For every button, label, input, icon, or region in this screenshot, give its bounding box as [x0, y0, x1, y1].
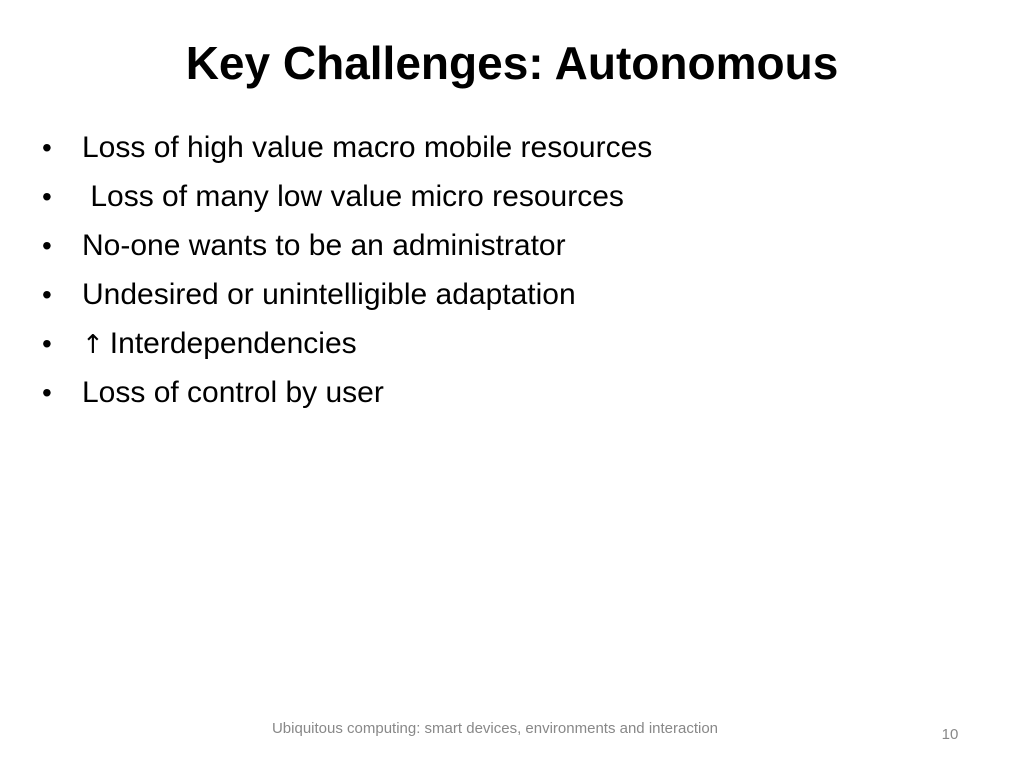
bullet-dot-icon: • [42, 230, 52, 261]
bullet-text [82, 319, 357, 370]
bullet-text-interdependencies: Interdependencies [109, 327, 357, 360]
bullet-item [42, 221, 982, 270]
bullet-item [42, 172, 982, 221]
slide-title: Key Challenges: Autonomous [185, 37, 839, 89]
bullet-dot-icon: • [42, 181, 52, 212]
bullet-text: Loss of many low value micro resources [82, 180, 624, 213]
slide-footer: Ubiquitous computing: smart devices, environments and interaction [271, 720, 719, 737]
bullet-text: Loss of control by user [82, 376, 384, 409]
bullet-text: Undesired or unintelligible adaptation [82, 278, 576, 311]
bullet-dot-icon: • [42, 328, 52, 359]
bullet-item [42, 319, 982, 368]
page-number: 10 [941, 726, 959, 743]
bullet-list [42, 123, 982, 417]
bullet-item [42, 123, 982, 172]
bullet-dot-icon: • [42, 377, 52, 408]
bullet-item [42, 368, 982, 417]
bullet-text: Loss of high value macro mobile resources [82, 131, 653, 164]
bullet-item [42, 270, 982, 319]
bullet-text: No-one wants to be an administrator [82, 229, 566, 262]
bullet-dot-icon: • [42, 279, 52, 310]
bullet-dot-icon: • [42, 132, 52, 163]
up-arrow-icon: ↑ [82, 330, 104, 360]
